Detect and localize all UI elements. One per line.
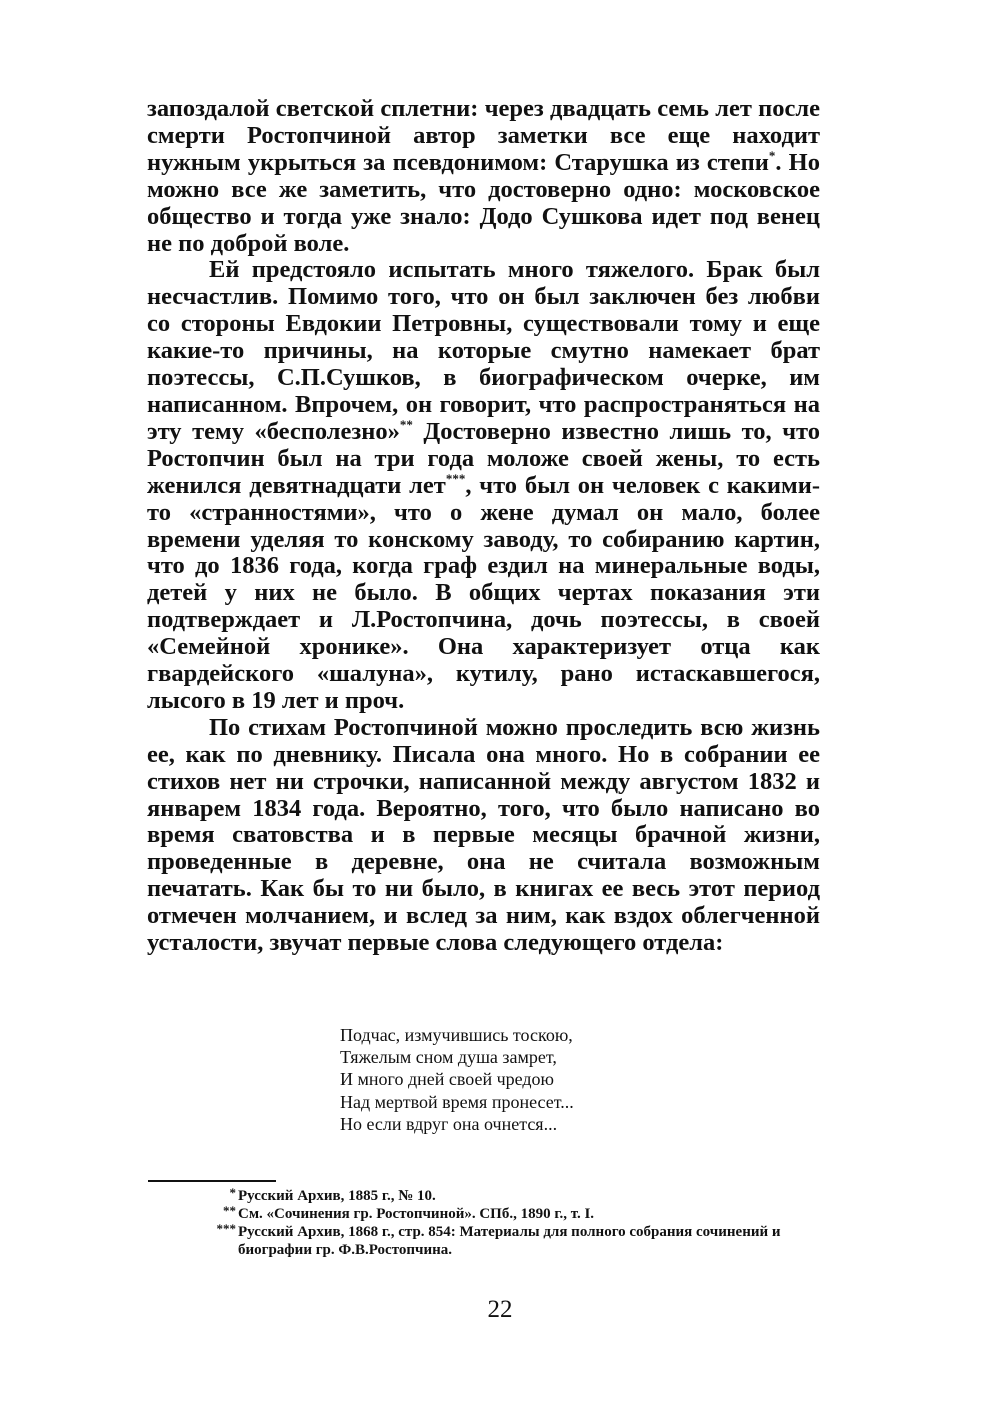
poem-line: Но если вдруг она очнется... [340, 1113, 558, 1134]
footnote-mark: * [229, 1185, 236, 1200]
paragraph [147, 96, 820, 257]
poem-line: И много дней своей чредою [340, 1069, 554, 1090]
paragraph: По стихам Ростопчиной можно проследить всю жизнь ее, как по дневнику. Писала она много. Но в собрании ее стихов нет ни строчки, написанной между августом 1832 и январем 1834 года. Вероятно, того, что было написано во время сватовства и в первые месяцы брачной жизни, проведенные в деревне, она не считала возможным печатать. Как бы то ни было, в книгах ее весь этот период отмечен молчанием, и вслед за ним, как вздох облегченной усталости, звучат первые слова следующего отдела: [147, 713, 820, 957]
footnote-mark: ** [223, 1203, 236, 1218]
page-number: 22 [487, 1296, 513, 1323]
footnote-divider [148, 1180, 276, 1182]
poem-line: Тяжелым сном душа замрет, [340, 1047, 557, 1068]
poem-line: Над мертвой время пронесет... [340, 1091, 574, 1112]
paragraph-text: Ей предстояло испытать много тяжелого. Брак был несчастлив. Помимо того, что он был заключен без любви со стороны Евдокии Петровны, существовали тому и еще какие-то причины, на которые смутно намекает брат поэтессы, С.П.Сушков, в биографическом очерке, им написанном. Впрочем, он говорит, что распространяться на эту тему «бесполезно» [147, 256, 820, 445]
footnote-reference: * [768, 147, 776, 163]
footnote-mark: *** [216, 1221, 236, 1236]
poem-quote [340, 1024, 574, 1135]
footnote [208, 1223, 820, 1259]
footnote [208, 1205, 820, 1223]
footnote-text: См. «Сочинения гр. Ростопчиной». СПб., 1890 г., т. I. [238, 1206, 595, 1222]
footnote-text: Русский Архив, 1885 г., № 10. [238, 1188, 436, 1204]
footnotes [208, 1187, 820, 1259]
footnote-text: Русский Архив, 1868 г., стр. 854: Материалы для полного собрания сочинений и биографии гр. Ф.В.Ростопчина. [238, 1224, 781, 1258]
paragraph-text: . Но можно все же заметить, что достоверно одно: московское общество и тогда уже знало: Додо Сушкова идет под венец не по доброй воле. [147, 148, 820, 257]
footnote [208, 1187, 820, 1205]
footnote-reference: *** [445, 470, 466, 486]
paragraph-text: запоздалой светской сплетни: через двадцать семь лет после смерти Ростопчиной автор заметки все еще находит нужным укрыться за псевдонимом: Старушка из степи [147, 95, 820, 176]
poem-line: Подчас, измучившись тоскою, [340, 1025, 573, 1045]
paragraph [147, 257, 820, 714]
paragraph-text: , что был он человек с какими-то «странностями», что о жене думал он мало, более времени уделяя то конскому заводу, то собиранию картин, что до 1836 года, когда граф ездил на минеральные воды, детей у них не было. В общих чертах показания эти подтверждает и Л.Ростопчина, дочь поэтессы, в своей «Семейной хронике». Она характеризует отца как гвардейского «шалуна», кутилу, рано истаскавшегося, лысого в 19 лет и проч. [147, 471, 820, 714]
footnote-reference: ** [399, 416, 413, 432]
main-text [147, 96, 820, 957]
paragraph-text: Достоверно известно лишь то, что Ростопчин был на три года моложе своей жены, то есть женился девятнадцати лет [147, 417, 821, 499]
